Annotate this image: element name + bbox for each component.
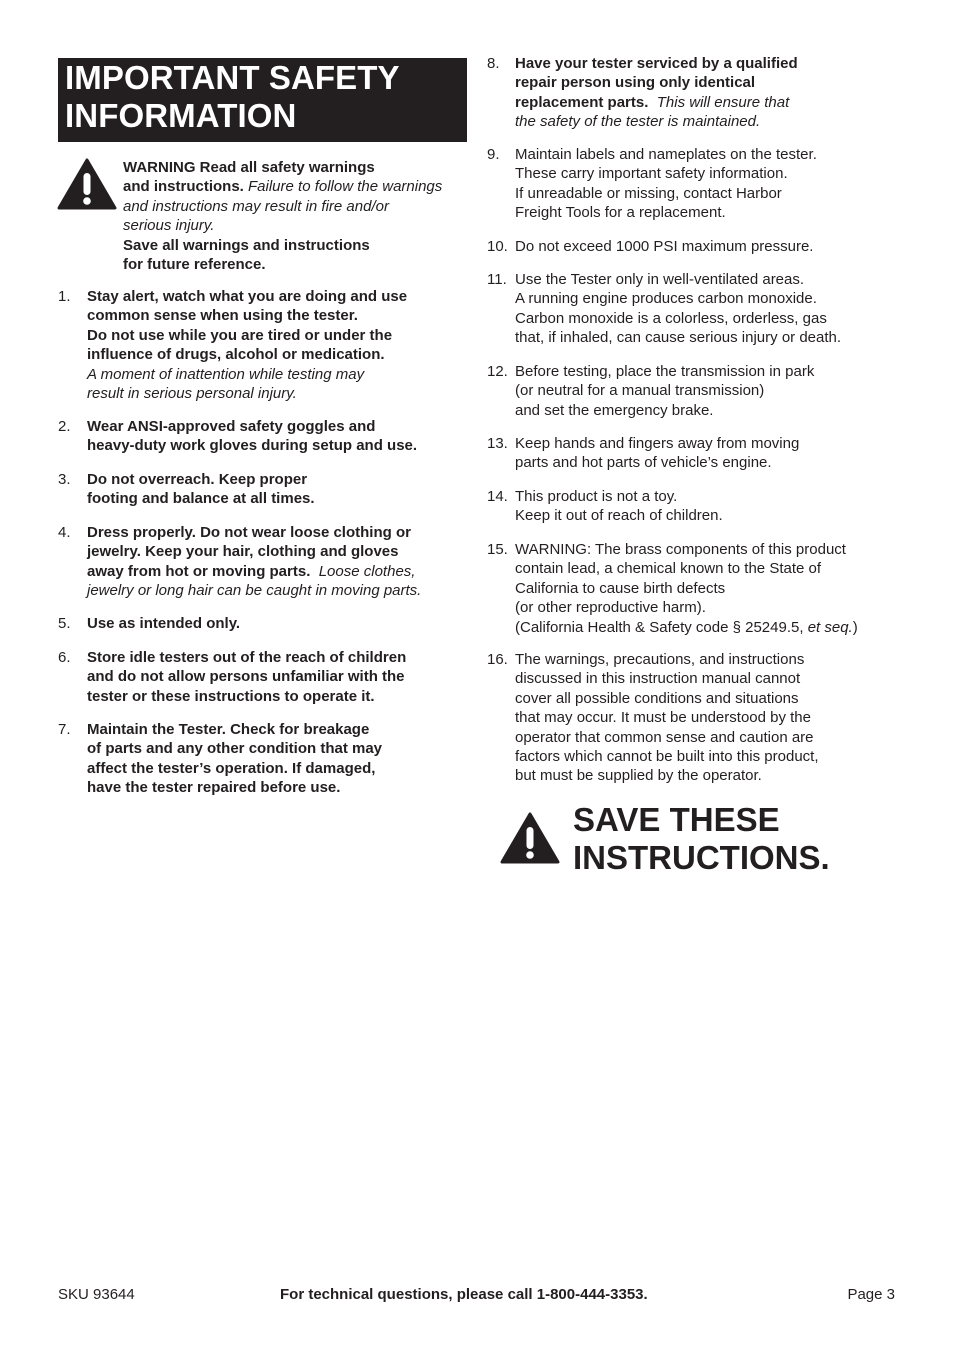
item-line-italic: A moment of inattention while testing may: [87, 365, 365, 383]
item-line: and do not allow persons unfamiliar with the: [87, 668, 405, 686]
item-line: Use the Tester only in well-ventilated areas.: [515, 271, 805, 288]
item-line: Use as intended only.: [87, 615, 241, 632]
item-line-italic: Loose clothes,: [318, 562, 416, 580]
item-line: Keep it out of reach of children.: [515, 507, 723, 525]
item-line: jewelry. Keep your hair, clothing and gloves: [87, 543, 399, 561]
warning-line-italic: Failure to follow the warnings: [248, 178, 443, 196]
item-line: ): [852, 618, 858, 636]
item-line: cover all possible conditions and situations: [515, 689, 799, 707]
item-line-italic: result in serious personal injury.: [87, 385, 297, 403]
item-line: footing and balance at all times.: [87, 490, 315, 508]
warning-line: serious injury.: [123, 217, 215, 235]
item-number: 13.: [487, 435, 508, 452]
save-instructions-heading: [573, 801, 830, 877]
item-line: Have your tester serviced by a qualified: [515, 55, 798, 72]
item-line-bold: replacement parts.: [515, 93, 649, 111]
item-line: that, if inhaled, can cause serious injury or death.: [515, 329, 842, 347]
item-line: (or neutral for a manual transmission): [515, 382, 765, 400]
item-line: heavy-duty work gloves during setup and use.: [87, 437, 418, 455]
item-number: 9.: [487, 146, 500, 163]
item-line: Maintain the Tester. Check for breakage: [87, 721, 370, 738]
item-line-italic: This will ensure that: [656, 93, 790, 111]
warning-line-bold: and instructions.: [123, 178, 244, 196]
warning-line: Save all warnings and instructions: [123, 236, 370, 254]
item-line: The warnings, precautions, and instructions: [515, 651, 805, 668]
item-number: 12.: [487, 363, 508, 380]
item-line-italic: jewelry or long hair can be caught in moving parts.: [87, 582, 422, 600]
item-line: Keep hands and fingers away from moving: [515, 435, 800, 452]
item-number: 8.: [487, 55, 500, 72]
item-number: 3.: [58, 471, 71, 488]
item-line: affect the tester’s operation. If damaged,: [87, 759, 376, 777]
item-line: California to cause birth defects: [515, 579, 726, 597]
item-number: 7.: [58, 721, 71, 738]
item-line: Maintain labels and nameplates on the tester.: [515, 146, 817, 163]
item-line: Dress properly. Do not wear loose clothing or: [87, 524, 411, 541]
item-line: Carbon monoxide is a colorless, orderless, gas: [515, 309, 827, 327]
item-line-italic: the safety of the tester is maintained.: [515, 113, 761, 131]
item-line: repair person using only identical: [515, 74, 756, 92]
item-line-bold: away from hot or moving parts.: [87, 562, 311, 580]
item-line: Wear ANSI-approved safety goggles and: [87, 418, 376, 435]
item-line: common sense when using the tester.: [87, 307, 358, 325]
item-line: A running engine produces carbon monoxide.: [515, 290, 817, 308]
item-line: This product is not a toy.: [515, 488, 678, 505]
item-line: contain lead, a chemical known to the State of: [515, 560, 822, 578]
footer-sku: SKU 93644: [58, 1286, 135, 1303]
warning-line: WARNING Read all safety warnings: [123, 159, 375, 176]
item-number: 6.: [58, 649, 71, 666]
item-line: Freight Tools for a replacement.: [515, 204, 726, 222]
item-number: 2.: [58, 418, 71, 435]
item-number: 1.: [58, 288, 71, 305]
item-line: (California Health & Safety code § 25249.5,: [515, 618, 804, 636]
item-line: Stay alert, watch what you are doing and use: [87, 288, 408, 305]
footer-support-phone: For technical questions, please call 1-800-444-3353.: [280, 1286, 648, 1303]
item-number: 10.: [487, 238, 508, 255]
warning-line: for future reference.: [123, 256, 266, 274]
item-line: discussed in this instruction manual cannot: [515, 670, 801, 688]
item-number: 15.: [487, 541, 508, 558]
header-title-line-2: INFORMATION: [65, 97, 297, 134]
item-line: If unreadable or missing, contact Harbor: [515, 184, 782, 202]
item-number: 11.: [487, 271, 507, 288]
item-line: Do not use while you are tired or under the: [87, 326, 393, 344]
item-line: operator that common sense and caution are: [515, 728, 814, 746]
item-line: tester or these instructions to operate it.: [87, 687, 375, 705]
item-line: WARNING: The brass components of this product: [515, 541, 846, 558]
general-warning-text: [123, 158, 468, 274]
item-line: factors which cannot be built into this product,: [515, 748, 819, 766]
save-heading-line-2: INSTRUCTIONS.: [573, 839, 830, 876]
item-line: that may occur. It must be understood by the: [515, 709, 811, 727]
item-line: but must be supplied by the operator.: [515, 767, 762, 785]
item-line: Store idle testers out of the reach of children: [87, 649, 407, 666]
item-number: 5.: [58, 615, 71, 632]
item-number: 4.: [58, 524, 71, 541]
save-heading-line-1: SAVE THESE: [573, 801, 780, 838]
warning-line: and instructions may result in fire and/or: [123, 197, 389, 215]
item-line: Do not overreach. Keep proper: [87, 471, 308, 488]
item-number: 14.: [487, 488, 508, 505]
item-line: of parts and any other condition that may: [87, 740, 383, 758]
item-number: 16.: [487, 651, 508, 668]
item-line: (or other reproductive harm).: [515, 599, 706, 617]
item-line: have the tester repaired before use.: [87, 779, 341, 797]
item-line-italic: et seq.: [807, 618, 853, 636]
item-line: Do not exceed 1000 PSI maximum pressure.: [515, 238, 814, 255]
item-line: Before testing, place the transmission in park: [515, 363, 815, 380]
footer-page-number: Page 3: [847, 1286, 895, 1303]
item-line: parts and hot parts of vehicle’s engine.: [515, 454, 772, 472]
warning-triangle-icon: [500, 812, 560, 864]
warning-triangle-icon: [57, 158, 117, 210]
section-header: [58, 58, 467, 142]
item-line: These carry important safety information.: [515, 165, 788, 183]
item-line: and set the emergency brake.: [515, 401, 714, 419]
header-title-line-1: IMPORTANT SAFETY: [65, 59, 400, 96]
item-line: influence of drugs, alcohol or medication.: [87, 346, 385, 364]
